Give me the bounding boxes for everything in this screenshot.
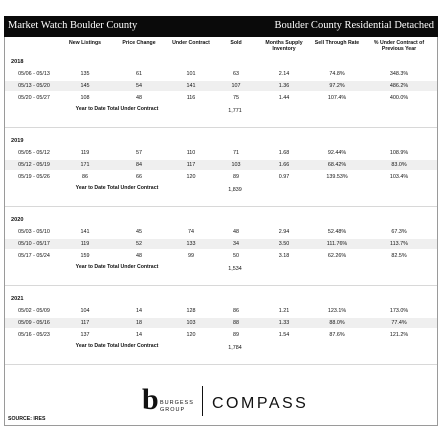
cell-sold: 75 — [233, 95, 239, 101]
cell-period: 05/19 - 05/26 — [18, 174, 50, 180]
year-heading: 2018 — [11, 59, 24, 65]
table-row — [5, 318, 437, 328]
cell-new: 159 — [80, 253, 90, 259]
col-price-change: Price Change — [122, 40, 156, 46]
cell-period: 05/10 - 05/17 — [18, 241, 50, 247]
cell-uc: 120 — [186, 174, 196, 180]
table-row — [5, 69, 437, 79]
table-row — [5, 172, 437, 182]
report-title: Market Watch Boulder County — [8, 20, 138, 31]
cell-price: 66 — [136, 174, 142, 180]
cell-price: 18 — [136, 320, 142, 326]
cell-str: 52.48% — [327, 229, 347, 235]
cell-str: 139.53% — [326, 174, 348, 180]
cell-msi: 1.21 — [278, 308, 290, 314]
col-months-supply: Months Supply Inventory — [265, 40, 303, 52]
section-divider — [5, 127, 437, 128]
cell-pct: 348.3% — [389, 71, 409, 77]
cell-price: 52 — [136, 241, 142, 247]
cell-price: 48 — [136, 253, 142, 259]
cell-sold: 50 — [233, 253, 239, 259]
cell-price: 48 — [136, 95, 142, 101]
cell-str: 68.42% — [327, 162, 347, 168]
ytd-value: 1,534 — [228, 266, 242, 272]
cell-uc: 110 — [186, 150, 196, 156]
cell-new: 137 — [80, 332, 90, 338]
cell-new: 141 — [80, 229, 90, 235]
cell-msi: 0.97 — [278, 174, 290, 180]
cell-pct: 103.4% — [389, 174, 409, 180]
cell-new: 117 — [80, 320, 90, 326]
cell-str: 107.4% — [327, 95, 347, 101]
cell-uc: 133 — [186, 241, 196, 247]
cell-price: 54 — [136, 83, 142, 89]
cell-msi: 1.66 — [278, 162, 290, 168]
burgess-line2: GROUP — [160, 407, 186, 413]
cell-uc: 117 — [186, 162, 196, 168]
section-divider — [5, 285, 437, 286]
cell-price: 61 — [136, 71, 142, 77]
table-row — [5, 227, 437, 237]
ytd-label: Year to Date Total Under Contract — [75, 343, 159, 349]
cell-period: 05/03 - 05/10 — [18, 229, 50, 235]
cell-msi: 2.14 — [278, 71, 290, 77]
col-under-contract: Under Contract — [172, 40, 210, 46]
cell-pct: 77.4% — [391, 320, 407, 326]
cell-period: 05/06 - 05/13 — [18, 71, 50, 77]
table-row — [5, 306, 437, 316]
cell-new: 171 — [80, 162, 90, 168]
col-pct-under-contract: % Under Contract of Previous Year — [373, 40, 425, 52]
year-heading: 2019 — [11, 138, 24, 144]
report-header — [4, 16, 438, 37]
cell-new: 119 — [80, 150, 90, 156]
cell-uc: 99 — [188, 253, 194, 259]
cell-str: 92.44% — [327, 150, 347, 156]
cell-price: 84 — [136, 162, 142, 168]
table-row — [5, 251, 437, 261]
cell-pct: 67.3% — [391, 229, 407, 235]
ytd-label: Year to Date Total Under Contract — [75, 185, 159, 191]
ytd-label: Year to Date Total Under Contract — [75, 264, 159, 270]
section-divider — [5, 364, 437, 365]
cell-msi: 3.50 — [278, 241, 290, 247]
cell-uc: 74 — [188, 229, 194, 235]
cell-sold: 89 — [233, 174, 239, 180]
table-row — [5, 160, 437, 170]
logo-area — [0, 380, 444, 424]
cell-msi: 1.44 — [278, 95, 290, 101]
cell-str: 97.2% — [329, 83, 345, 89]
table-row — [5, 239, 437, 249]
cell-pct: 82.5% — [391, 253, 407, 259]
section-divider — [5, 206, 437, 207]
cell-new: 108 — [80, 95, 90, 101]
table-row — [5, 93, 437, 103]
cell-msi: 1.54 — [278, 332, 290, 338]
table-row — [5, 330, 437, 340]
cell-uc: 141 — [186, 83, 196, 89]
cell-sold: 103 — [231, 162, 241, 168]
cell-uc: 101 — [186, 71, 196, 77]
report-subtitle: Boulder County Residential Detached — [274, 20, 434, 31]
cell-str: 87.6% — [329, 332, 345, 338]
cell-new: 86 — [82, 174, 88, 180]
cell-msi: 1.36 — [278, 83, 290, 89]
cell-sold: 86 — [233, 308, 239, 314]
cell-period: 05/12 - 05/19 — [18, 162, 50, 168]
cell-sold: 63 — [233, 71, 239, 77]
cell-pct: 121.2% — [389, 332, 409, 338]
ytd-value: 1,771 — [228, 108, 242, 114]
cell-period: 05/02 - 05/09 — [18, 308, 50, 314]
cell-period: 05/13 - 05/20 — [18, 83, 50, 89]
cell-sold: 88 — [233, 320, 239, 326]
cell-price: 45 — [136, 229, 142, 235]
year-heading: 2020 — [11, 217, 24, 223]
year-heading: 2021 — [11, 296, 24, 302]
source-note: SOURCE: IRES — [8, 416, 46, 422]
cell-str: 123.1% — [327, 308, 347, 314]
burgess-logo-icon — [142, 383, 194, 416]
cell-period: 05/16 - 05/23 — [18, 332, 50, 338]
cell-pct: 173.0% — [389, 308, 409, 314]
col-sold: Sold — [230, 40, 242, 46]
ytd-value: 1,784 — [228, 345, 242, 351]
burgess-mark: b — [142, 383, 159, 416]
logo-divider — [202, 386, 203, 416]
cell-new: 119 — [80, 241, 90, 247]
cell-str: 88.0% — [329, 320, 345, 326]
cell-pct: 108.9% — [389, 150, 409, 156]
compass-logo-icon: COMPASS — [212, 395, 309, 412]
table-row — [5, 81, 437, 91]
cell-msi: 3.18 — [278, 253, 290, 259]
cell-price: 57 — [136, 150, 142, 156]
cell-price: 14 — [136, 308, 142, 314]
cell-pct: 400.0% — [389, 95, 409, 101]
cell-sold: 89 — [233, 332, 239, 338]
col-new-listings: New Listings — [69, 40, 101, 46]
cell-new: 104 — [80, 308, 90, 314]
cell-period: 05/09 - 05/16 — [18, 320, 50, 326]
cell-msi: 2.94 — [278, 229, 290, 235]
cell-sold: 71 — [233, 150, 239, 156]
cell-pct: 113.7% — [390, 241, 408, 247]
cell-pct: 486.2% — [389, 83, 409, 89]
cell-price: 14 — [136, 332, 142, 338]
cell-str: 62.26% — [327, 253, 347, 259]
cell-uc: 120 — [186, 332, 196, 338]
cell-period: 05/05 - 05/12 — [18, 150, 50, 156]
col-sell-through: Sell Through Rate — [314, 40, 360, 46]
cell-uc: 128 — [186, 308, 196, 314]
cell-msi: 1.68 — [278, 150, 290, 156]
cell-str: 74.8% — [329, 71, 345, 77]
cell-msi: 1.33 — [278, 320, 290, 326]
cell-str: 111.76% — [326, 241, 348, 247]
cell-sold: 34 — [233, 241, 239, 247]
cell-period: 05/17 - 05/24 — [18, 253, 50, 259]
ytd-value: 1,839 — [228, 187, 242, 193]
table-row — [5, 148, 437, 158]
cell-new: 145 — [80, 83, 90, 89]
cell-period: 05/20 - 05/27 — [18, 95, 50, 101]
cell-new: 135 — [80, 71, 90, 77]
cell-sold: 48 — [233, 229, 239, 235]
cell-pct: 83.0% — [391, 162, 407, 168]
cell-sold: 107 — [231, 83, 241, 89]
ytd-label: Year to Date Total Under Contract — [75, 106, 159, 112]
cell-uc: 116 — [186, 95, 196, 101]
cell-uc: 103 — [186, 320, 196, 326]
brand-logos — [0, 380, 444, 424]
burgess-line1: BURGESS — [160, 400, 194, 406]
